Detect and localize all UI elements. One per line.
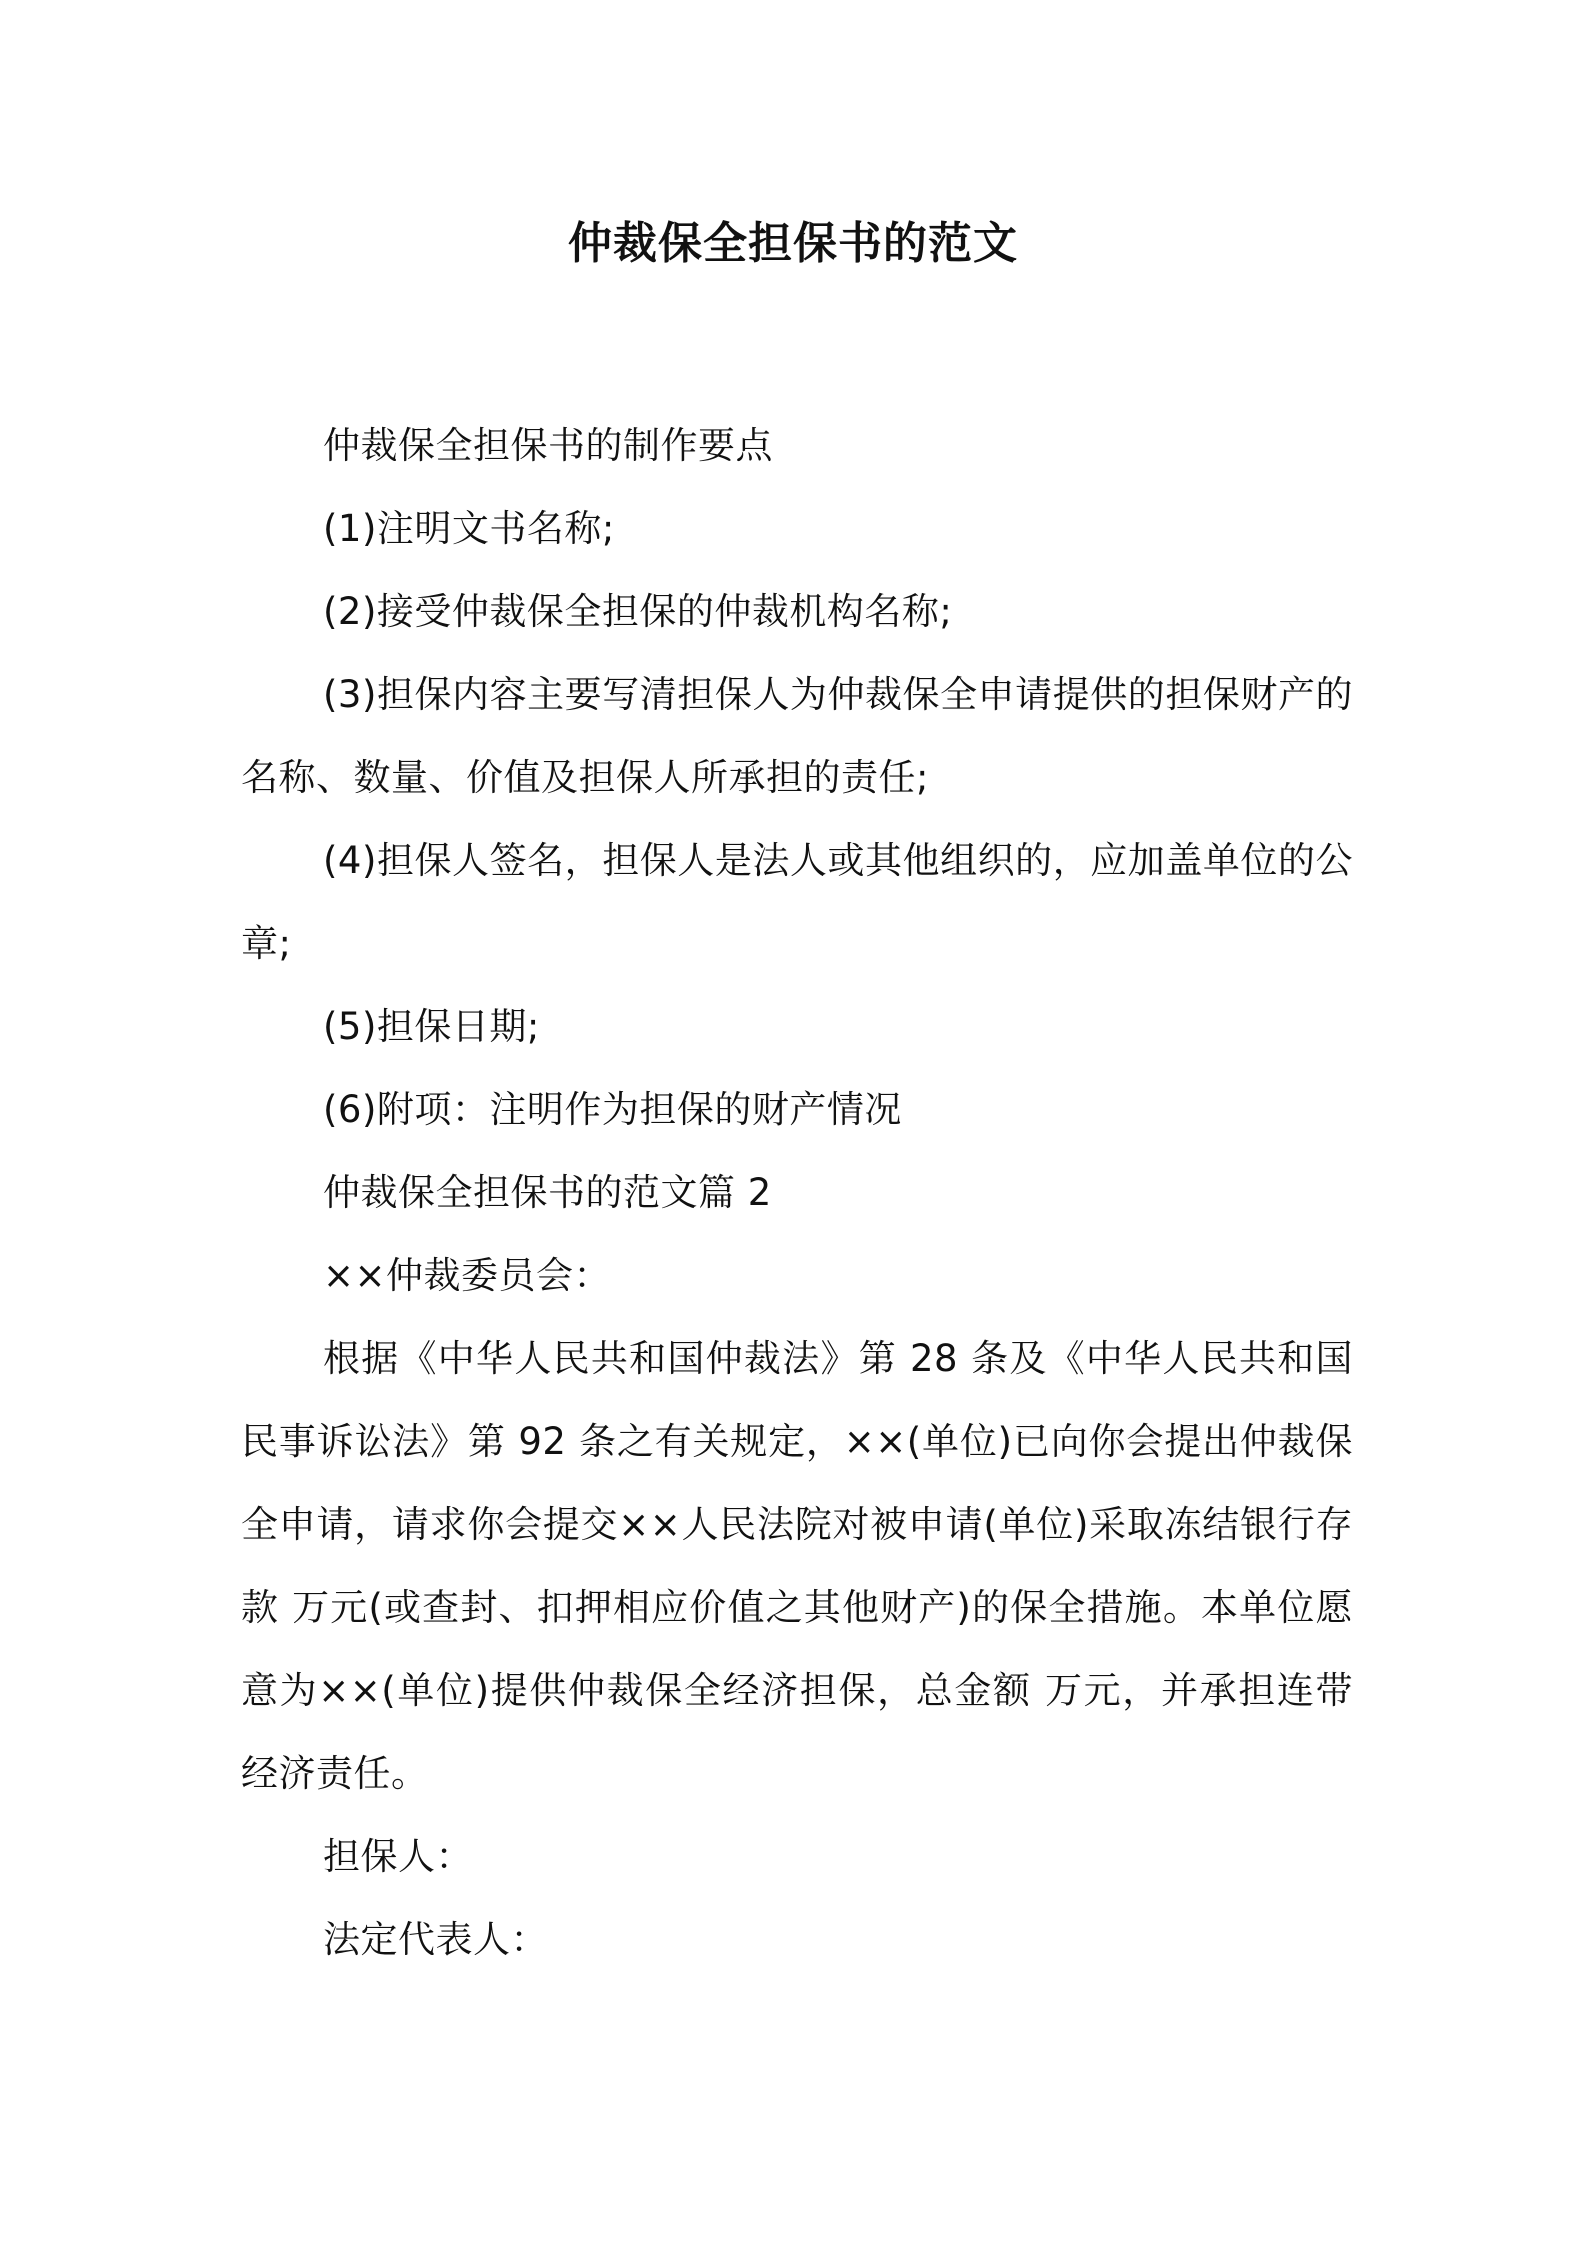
paragraph-legal-representative-line: 法定代表人：	[323, 1918, 548, 1961]
paragraph-item-1: (1)注明文书名称;	[323, 507, 615, 550]
paragraph-item-2: (2)接受仲裁保全担保的仲裁机构名称;	[323, 590, 953, 633]
document-title: 仲裁保全担保书的范文	[568, 218, 1018, 269]
paragraph-item-4: (4)担保人签名，担保人是法人或其他组织的，应加盖单位的公章;	[241, 839, 1353, 965]
paragraph-item-3: (3)担保内容主要写清担保人为仲裁保全申请提供的担保财产的名称、数量、价值及担保人所承担的责任;	[241, 673, 1353, 799]
paragraph-main-body: 根据《中华人民共和国仲裁法》第 28 条及《中华人民共和国民事诉讼法》第 92 条之有关规定，××(单位)已向你会提出仲裁保全申请，请求你会提交××人民法院对被申请(单位)采取冻结银行存款 万元(或查封、扣押相应价值之其他财产)的保全措施。本单位愿意为××(单位)提供仲裁保全经济担保，总金额 万元，并承担连带经济责任。	[241, 1337, 1353, 1795]
document-body	[241, 404, 1353, 1981]
paragraph-sample-heading: 仲裁保全担保书的范文篇 2	[323, 1171, 772, 1214]
paragraph-item-6: (6)附项：注明作为担保的财产情况	[323, 1088, 902, 1131]
paragraph-key-points-heading: 仲裁保全担保书的制作要点	[323, 424, 773, 467]
paragraph-guarantor-line: 担保人：	[323, 1835, 473, 1878]
paragraph-item-5: (5)担保日期;	[323, 1005, 540, 1048]
paragraph-addressee: ××仲裁委员会：	[323, 1254, 612, 1297]
